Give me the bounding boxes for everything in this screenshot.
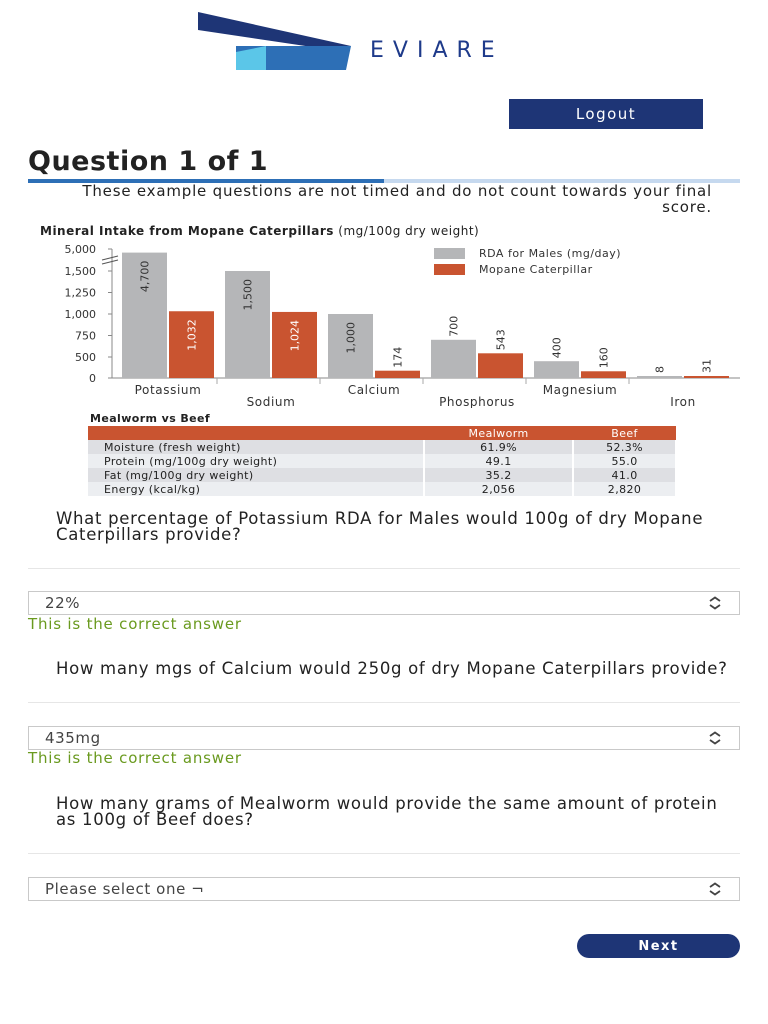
question-1-text: What percentage of Potassium RDA for Males would 100g of dry Mopane Caterpillars provide? (56, 509, 704, 544)
y-tick-label: 5,000 (64, 243, 96, 256)
bar-data-label: 1,024 (288, 319, 302, 352)
divider (28, 568, 740, 569)
bar-data-label: 174 (391, 346, 405, 368)
table-cell: 2,820 (573, 482, 676, 496)
answer-3-value: Please select one ¬ (45, 880, 205, 898)
table-cell: 41.0 (573, 468, 676, 482)
table-cell: 61.9% (424, 440, 573, 454)
chart-bar (478, 353, 523, 378)
question-3-text: How many grams of Mealworm would provide the same amount of protein as 100g of Beef does? (56, 794, 718, 829)
legend-swatch (434, 248, 465, 259)
table-cell: Moisture (fresh weight) (88, 440, 424, 454)
y-tick-label: 1,250 (64, 286, 96, 300)
table-cell: Protein (mg/100g dry weight) (88, 454, 424, 468)
table-header-cell (88, 426, 424, 440)
bar-data-label: 400 (550, 337, 564, 359)
question-title: Question 1 of 1 (28, 146, 269, 177)
bar-data-label: 543 (494, 329, 508, 351)
x-category-label: Iron (670, 395, 696, 408)
table-title: Mealworm vs Beef (90, 412, 211, 425)
table-header-cell: Beef (573, 426, 676, 440)
answer-1-value: 22% (45, 594, 81, 612)
answer-3-select[interactable] (28, 877, 740, 901)
x-category-label: Potassium (134, 383, 202, 397)
divider (28, 702, 740, 703)
axis-break-mark (102, 260, 118, 264)
x-category-label: Phosphorus (439, 395, 515, 408)
table-cell: 2,056 (424, 482, 573, 496)
next-button[interactable]: Next (577, 934, 740, 958)
table-row (88, 454, 676, 468)
table-header-cell: Mealworm (424, 426, 573, 440)
answer-1-feedback: This is the correct answer (28, 615, 242, 633)
bar-data-label: 8 (653, 366, 667, 373)
bar-data-label: 1,032 (185, 319, 199, 351)
y-tick-label: 0 (89, 372, 96, 385)
table-cell: Fat (mg/100g dry weight) (88, 468, 424, 482)
x-category-label: Calcium (347, 383, 401, 397)
mineral-bar-chart (28, 236, 740, 408)
bar-data-label: 31 (700, 359, 714, 373)
legend-label: Mopane Caterpillar (479, 263, 593, 276)
answer-2-feedback: This is the correct answer (28, 749, 242, 767)
table-row (88, 440, 676, 454)
table-cell: 52.3% (573, 440, 676, 454)
y-tick-label: 1,000 (64, 308, 96, 321)
brand-name: EVIARE (370, 38, 504, 63)
bar-data-label: 1,500 (241, 279, 255, 311)
y-tick-label: 500 (75, 351, 96, 364)
table-row (88, 468, 676, 482)
chart-title-units: (mg/100g dry weight) (333, 224, 480, 238)
y-tick-label: 750 (75, 329, 96, 343)
bar-data-label: 160 (597, 347, 611, 369)
chevron-up-down-icon (707, 882, 723, 896)
table-header-row (88, 426, 676, 440)
legend-swatch (434, 264, 465, 275)
chart-bar (637, 376, 682, 378)
logout-button[interactable]: Logout (509, 99, 703, 129)
chart-title-main: Mineral Intake from Mopane Caterpillars (40, 224, 334, 238)
bar-data-label: 700 (447, 315, 461, 337)
x-category-label: Sodium (246, 395, 296, 408)
divider (28, 853, 740, 854)
bar-data-label: 4,700 (138, 260, 152, 293)
chevron-up-down-icon (707, 596, 723, 610)
y-tick-label: 1,500 (64, 265, 96, 278)
chart-bar (431, 340, 476, 378)
table-cell: 35.2 (424, 468, 573, 482)
answer-2-value: 435mg (45, 729, 101, 747)
table-row (88, 482, 676, 496)
table-cell: 55.0 (573, 454, 676, 468)
chevron-up-down-icon (707, 731, 723, 745)
bar-data-label: 1,000 (344, 322, 358, 354)
chart-bar (375, 371, 420, 378)
axis-break-mark (102, 256, 118, 260)
legend-label: RDA for Males (mg/day) (479, 247, 622, 260)
question-2-text: How many mgs of Calcium would 250g of dry Mopane Caterpillars provide? (56, 659, 728, 678)
not-timed-note: These example questions are not timed and do not count towards your final score. (82, 182, 712, 216)
table-cell: Energy (kcal/kg) (88, 482, 424, 496)
chart-bar (684, 376, 729, 378)
chart-bar (534, 361, 579, 378)
mealworm-beef-table (88, 426, 677, 496)
chart-bar (581, 371, 626, 378)
x-category-label: Magnesium (542, 383, 618, 397)
answer-1-select[interactable] (28, 591, 740, 615)
answer-2-select[interactable] (28, 726, 740, 750)
table-cell: 49.1 (424, 454, 573, 468)
